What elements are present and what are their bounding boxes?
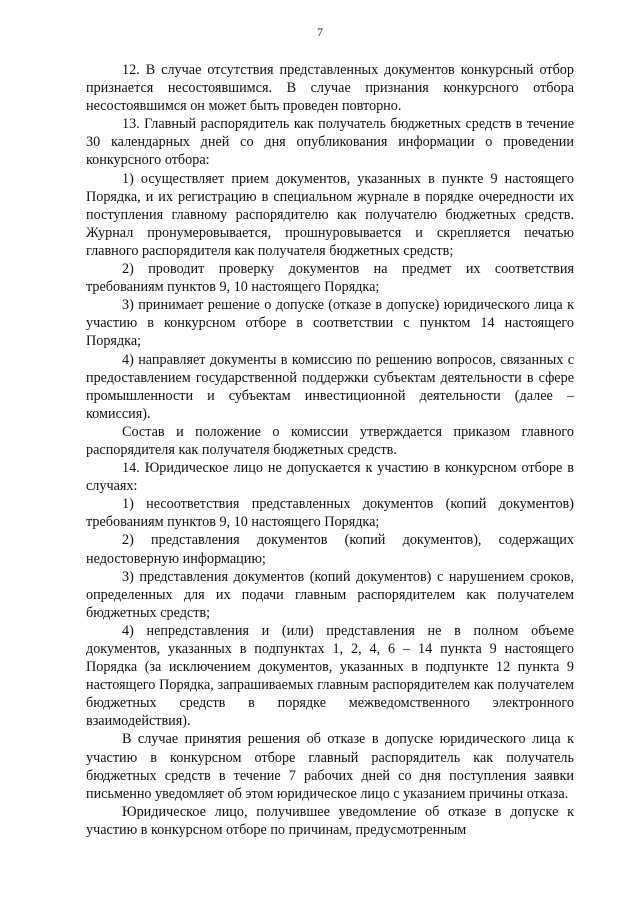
refusal-recipient-paragraph: Юридическое лицо, получившее уведомление об отказе в допуске к участию в конкурсном отборе по причинам, предусмотренным — [86, 803, 574, 838]
paragraph-13-item-4: 4) направляет документы в комиссию по решению вопросов, связанных с предоставлением государственной поддержки субъектам деятельности в сфере промышленности и субъектам инвестиционной деятельности (далее – комиссия). — [86, 351, 574, 422]
paragraph-14: 14. Юридическое лицо не допускается к участию в конкурсном отборе в случаях: — [86, 460, 574, 495]
paragraph-12: 12. В случае отсутствия представленных документов конкурсный отбор признается несостоявшимся. В случае признания конкурсного отбора несостоявшимся он может быть проведен повторно. — [86, 62, 574, 115]
document-body — [86, 61, 574, 839]
paragraph-13: 13. Главный распорядитель как получатель бюджетных средств в течение 30 календарных дней со дня опубликования информации о проведении конкурсного отбора: — [86, 116, 574, 169]
commission-paragraph: Состав и положение о комиссии утверждается приказом главного распорядителя как получателя бюджетных средств. — [86, 423, 574, 458]
page-number: 7 — [317, 25, 323, 39]
paragraph-14-item-2: 2) представления документов (копий документов), содержащих недостоверную информацию; — [86, 532, 574, 567]
paragraph-13-item-2: 2) проводит проверку документов на предмет их соответствия требованиям пунктов 9, 10 настоящего Порядка; — [86, 261, 574, 296]
paragraph-14-item-3: 3) представления документов (копий документов) с нарушением сроков, определенных для их подачи главным распорядителем как получателем бюджетных средств; — [86, 568, 574, 621]
paragraph-14-item-1: 1) несоответствия представленных документов (копий документов) требованиям пунктов 9, 10 настоящего Порядка; — [86, 496, 574, 531]
paragraph-13-item-3: 3) принимает решение о допуске (отказе в допуске) юридического лица к участию в конкурсном отборе в соответствии с пунктом 14 настоящего Порядка; — [86, 297, 574, 350]
refusal-notice-paragraph: В случае принятия решения об отказе в допуске юридического лица к участию в конкурсном отборе главный распорядитель как получатель бюджетных средств в течение 7 рабочих дней со дня поступления заявки письменно уведомляет об этом юридическое лицо с указанием причины отказа. — [86, 731, 574, 802]
paragraph-13-item-1: 1) осуществляет прием документов, указанных в пункте 9 настоящего Порядка, и их регистрацию в специальном журнале в порядке очередности их поступления главному распорядителю как получателю бюджетных средств. Журнал пронумеровывается, прошнуровывается и скрепляется печатью главного распорядителя как получателя бюджетных средств; — [86, 170, 574, 259]
paragraph-14-item-4: 4) непредставления и (или) представления не в полном объеме документов, указанных в подпунктах 1, 2, 4, 6 – 14 пункта 9 настоящего Порядка (за исключением документов, указанных в подпункте 12 пункта 9 настоящего Порядка, запрашиваемых главным распорядителем как получателем бюджетных средств в порядке межведомственного электронного взаимодействия). — [86, 622, 574, 730]
